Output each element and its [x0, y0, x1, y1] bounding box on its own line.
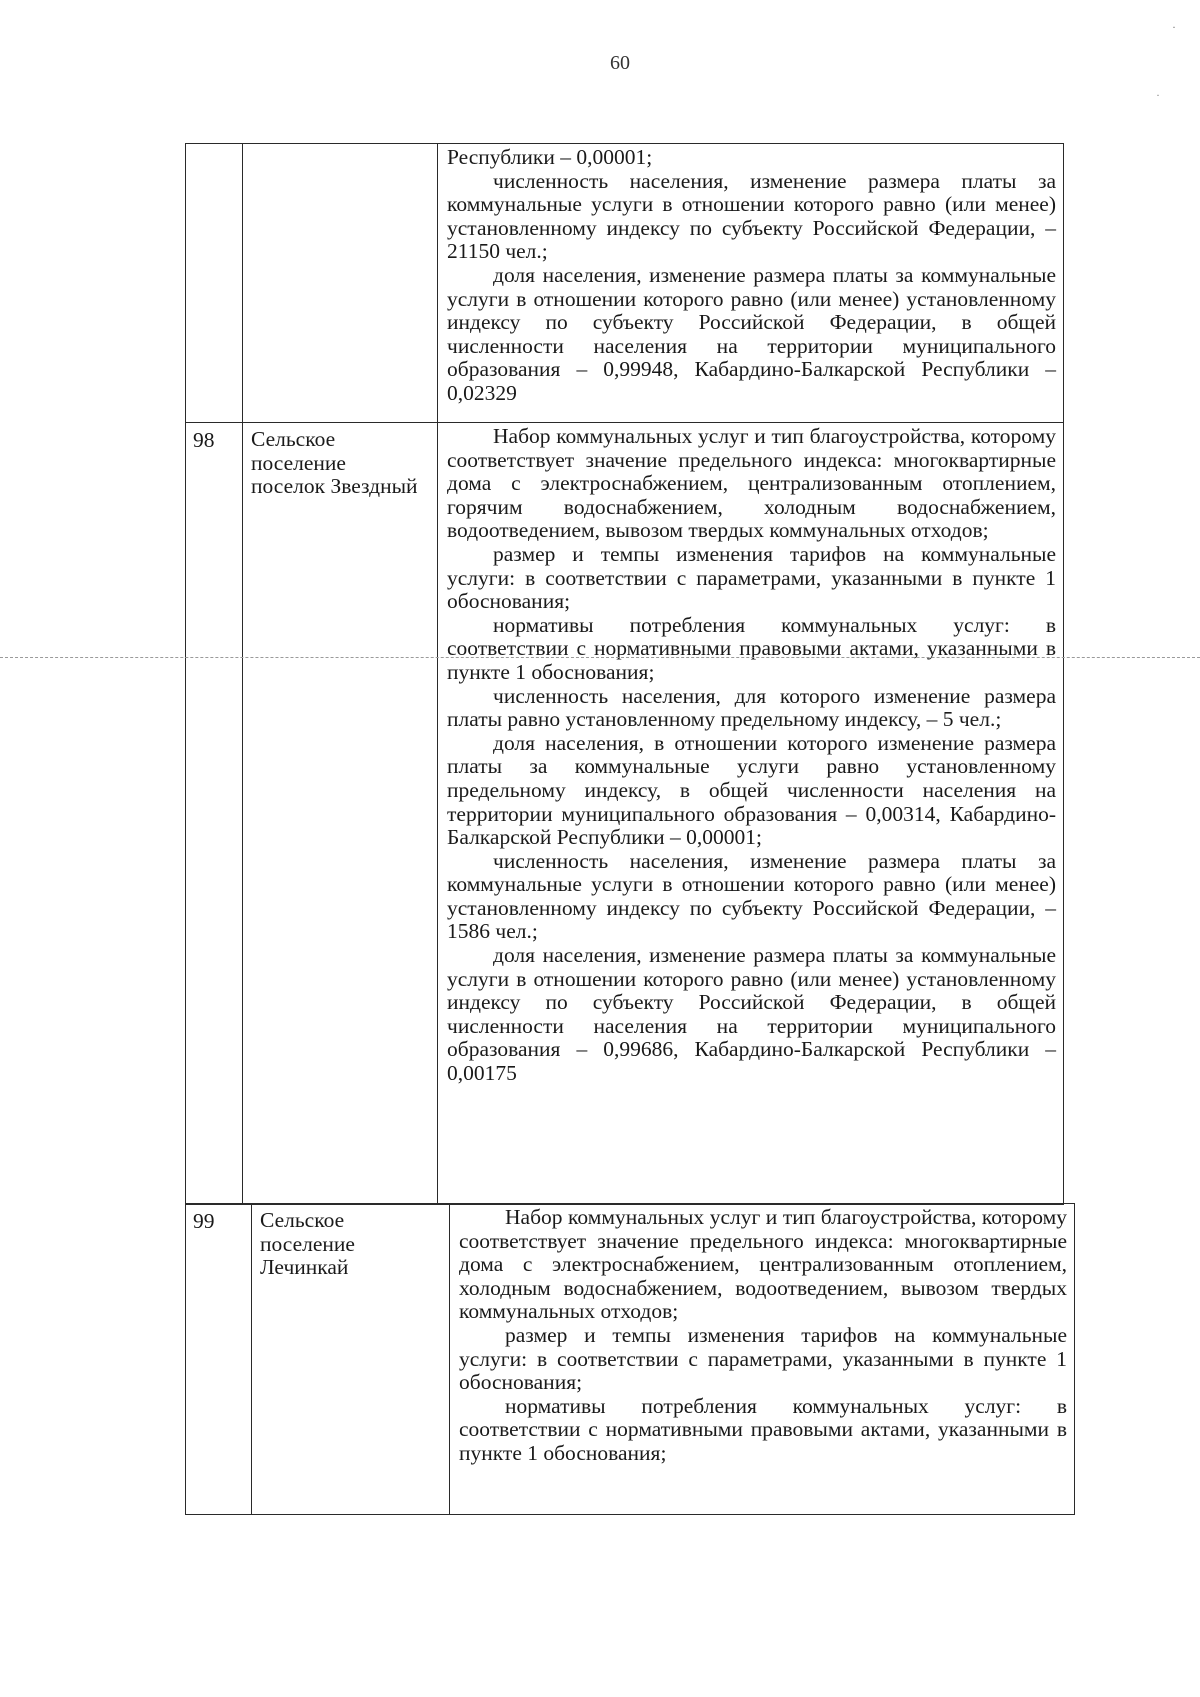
scan-speck: · — [1172, 20, 1176, 34]
scan-fold-line — [0, 657, 1200, 658]
description-paragraph: Набор коммунальных услуг и тип благоустройства, которому соответствует значение предельного индекса: многоквартирные дома с электроснабжением, централизованным отоплением, горячим водоснабжением, холодным водоснабжением, водоотведением, вывозом твердых коммунальных отходов; — [447, 424, 1056, 543]
table-row — [186, 144, 1064, 423]
row-description-cell — [450, 1204, 1075, 1515]
description-paragraph: доля населения, изменение размера платы за коммунальные услуги в отношении которого равно (или менее) установленному индексу по субъекту Российской Федерации, в общей численности населения на территории муниципального образования – 0,99686, Кабардино-Балкарской Республики – 0,00175 — [447, 943, 1056, 1086]
settlement-name-cell — [252, 1204, 450, 1515]
description-paragraph: размер и темпы изменения тарифов на коммунальные услуги: в соответствии с параметрами, указанными в пункте 1 обоснования; — [447, 541, 1056, 614]
row-description-cell — [438, 423, 1064, 1205]
description-paragraph: Республики – 0,00001; — [447, 145, 653, 169]
settlements-table-part-1 — [185, 143, 1064, 1205]
settlements-table-part-2 — [185, 1203, 1075, 1515]
settlement-name-line: поселение — [251, 450, 346, 475]
settlement-name-line: Лечинкай — [260, 1255, 349, 1280]
description-paragraph: численность населения, изменение размера платы за коммунальные услуги в отношении которого равно (или менее) установленному индексу по субъекту Российской Федерации, – 21150 чел.; — [447, 168, 1056, 264]
scan-speck: · — [1156, 88, 1160, 102]
description-paragraph: размер и темпы изменения тарифов на коммунальные услуги: в соответствии с параметрами, указанными в пункте 1 обоснования; — [459, 1322, 1067, 1395]
row-description-cell — [438, 144, 1064, 423]
description-paragraph: нормативы потребления коммунальных услуг: в соответствии с нормативными правовыми актами, указанными в пункте 1 обоснования; — [447, 612, 1056, 684]
description-paragraph: доля населения, изменение размера платы за коммунальные услуги в отношении которого равно (или менее) установленному индексу по субъекту Российской Федерации, в общей численности населения на территории муниципального образования – 0,99948, Кабардино-Балкарской Республики – 0,02329 — [447, 262, 1056, 405]
row-number-cell — [186, 144, 243, 423]
settlement-name-line: Сельское — [260, 1208, 345, 1232]
settlement-name-line: Сельское — [251, 427, 336, 451]
settlement-name-line: поселение — [260, 1231, 355, 1256]
settlement-name-cell — [243, 144, 438, 423]
settlement-name-cell — [243, 423, 438, 1205]
table-row — [186, 423, 1064, 1205]
page-number: 60 — [610, 52, 630, 74]
description-paragraph: численность населения, для которого изменение размера платы равно установленному предельному индексу, – 5 чел.; — [447, 683, 1056, 732]
description-paragraph: нормативы потребления коммунальных услуг: в соответствии с нормативными правовыми актами, указанными в пункте 1 обоснования; — [459, 1393, 1067, 1465]
table-row — [186, 1204, 1075, 1515]
row-number-cell: 99 — [186, 1204, 252, 1515]
description-paragraph: численность населения, изменение размера платы за коммунальные услуги в отношении которого равно (или менее) установленному индексу по субъекту Российской Федерации, – 1586 чел.; — [447, 848, 1056, 944]
description-paragraph: Набор коммунальных услуг и тип благоустройства, которому соответствует значение предельного индекса: многоквартирные дома с электроснабжением, централизованным отоплением, холодным водоснабжением, водоотведением, вывозом твердых коммунальных отходов; — [459, 1205, 1067, 1324]
settlement-name-line: поселок Звездный — [251, 474, 418, 499]
row-number-cell: 98 — [186, 423, 243, 1205]
description-paragraph: доля населения, в отношении которого изменение размера платы за коммунальные услуги равно установленному предельному индексу, в общей численности населения на территории муниципального образования – 0,00314, Кабардино-Балкарской Республики – 0,00001; — [447, 730, 1056, 850]
